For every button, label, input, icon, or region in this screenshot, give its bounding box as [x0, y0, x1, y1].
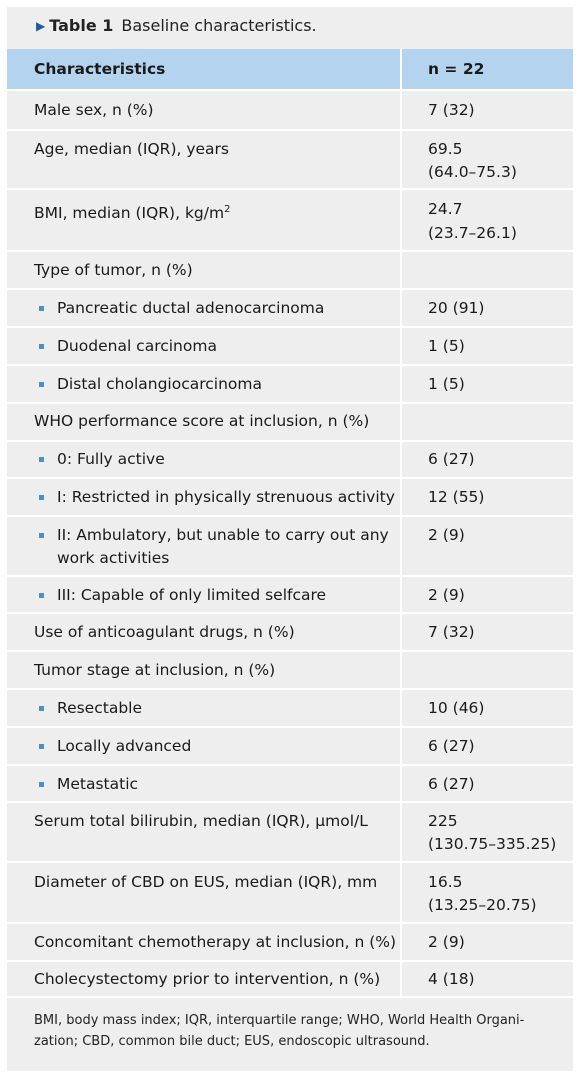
sub-row-label: Resectable: [57, 699, 143, 717]
header-count: n = 22: [428, 60, 485, 78]
bullet-icon: [39, 382, 44, 387]
superscript: 2: [224, 204, 231, 215]
row-label-text: BMI, median (IQR), kg/m: [34, 204, 225, 223]
row-value-range: (64.0–75.3): [428, 163, 517, 181]
table-footnote: BMI, body mass index; IQR, interquartile range; WHO, World Health Organi-: [34, 1013, 525, 1028]
row-divider: [7, 89, 573, 91]
row-divider: [7, 996, 573, 998]
row-value: 10 (46): [428, 699, 485, 717]
row-divider: [7, 922, 573, 924]
row-divider: [7, 364, 573, 366]
row-value-range: (13.25–20.75): [428, 896, 537, 914]
row-divider: [7, 960, 573, 962]
sub-row-label: I: Restricted in physically strenuous activity: [57, 488, 395, 506]
column-divider: [400, 49, 402, 996]
caption-arrow-icon: ▶: [36, 19, 46, 33]
row-value: 20 (91): [428, 299, 485, 317]
table-footnote-continued: zation; CBD, common bile duct; EUS, endoscopic ultrasound.: [34, 1034, 430, 1049]
row-value: 24.7: [428, 200, 463, 218]
row-value: 6 (27): [428, 775, 475, 793]
row-value-range: (23.7–26.1): [428, 224, 517, 242]
row-value-range: (130.75–335.25): [428, 835, 557, 853]
row-divider: [7, 726, 573, 728]
row-value: 1 (5): [428, 375, 465, 393]
row-label: Use of anticoagulant drugs, n (%): [34, 623, 295, 641]
row-value: 7 (32): [428, 101, 475, 119]
section-label: Tumor stage at inclusion, n (%): [34, 661, 276, 679]
caption-number: Table 1: [49, 16, 114, 35]
bullet-icon: [39, 495, 44, 500]
bullet-icon: [39, 457, 44, 462]
sub-row-label: Duodenal carcinoma: [57, 337, 217, 355]
sub-row-label: Locally advanced: [57, 737, 192, 755]
sub-row-label: Metastatic: [57, 775, 139, 793]
bullet-icon: [39, 533, 44, 538]
sub-row-label: III: Capable of only limited selfcare: [57, 586, 327, 604]
row-divider: [7, 650, 573, 652]
row-divider: [7, 402, 573, 404]
row-value: 1 (5): [428, 337, 465, 355]
bullet-icon: [39, 344, 44, 349]
sub-row-label: Pancreatic ductal adenocarcinoma: [57, 299, 325, 317]
row-divider: [7, 477, 573, 479]
row-label: Male sex, n (%): [34, 101, 154, 119]
row-divider: [7, 861, 573, 863]
bullet-icon: [39, 306, 44, 311]
sub-row-label-continued: work activities: [57, 549, 170, 567]
section-label: Type of tumor, n (%): [34, 261, 193, 279]
row-value: 6 (27): [428, 737, 475, 755]
row-divider: [7, 188, 573, 190]
bullet-icon: [39, 593, 44, 598]
row-label: Age, median (IQR), years: [34, 140, 230, 158]
row-value: 2 (9): [428, 933, 465, 951]
row-value: 225: [428, 812, 458, 830]
row-value: 6 (27): [428, 450, 475, 468]
row-divider: [7, 575, 573, 577]
row-divider: [7, 612, 573, 614]
row-label: [34, 198, 230, 225]
bullet-icon: [39, 706, 44, 711]
row-divider: [7, 515, 573, 517]
row-label: Serum total bilirubin, median (IQR), µmol/L: [34, 812, 368, 830]
row-label: Concomitant chemotherapy at inclusion, n (%): [34, 933, 397, 951]
row-divider: [7, 801, 573, 803]
row-divider: [7, 764, 573, 766]
row-divider: [7, 326, 573, 328]
row-divider: [7, 129, 573, 131]
row-divider: [7, 288, 573, 290]
row-value: 7 (32): [428, 623, 475, 641]
sub-row-label: 0: Fully active: [57, 450, 165, 468]
caption-text: Baseline characteristics.: [121, 16, 317, 35]
row-divider: [7, 440, 573, 442]
section-label: WHO performance score at inclusion, n (%): [34, 412, 370, 430]
row-value: 16.5: [428, 873, 463, 891]
row-value: 2 (9): [428, 586, 465, 604]
row-value: 12 (55): [428, 488, 485, 506]
sub-row-label: II: Ambulatory, but unable to carry out any: [57, 526, 389, 544]
header-characteristics: Characteristics: [34, 60, 166, 78]
bullet-icon: [39, 782, 44, 787]
row-label: Cholecystectomy prior to intervention, n (%): [34, 970, 381, 988]
row-value: 4 (18): [428, 970, 475, 988]
bullet-icon: [39, 744, 44, 749]
sub-row-label: Distal cholangiocarcinoma: [57, 375, 262, 393]
table-caption: [36, 16, 317, 35]
row-value: 2 (9): [428, 526, 465, 544]
row-divider: [7, 250, 573, 252]
row-divider: [7, 688, 573, 690]
row-value: 69.5: [428, 140, 463, 158]
row-label: Diameter of CBD on EUS, median (IQR), mm: [34, 873, 378, 891]
